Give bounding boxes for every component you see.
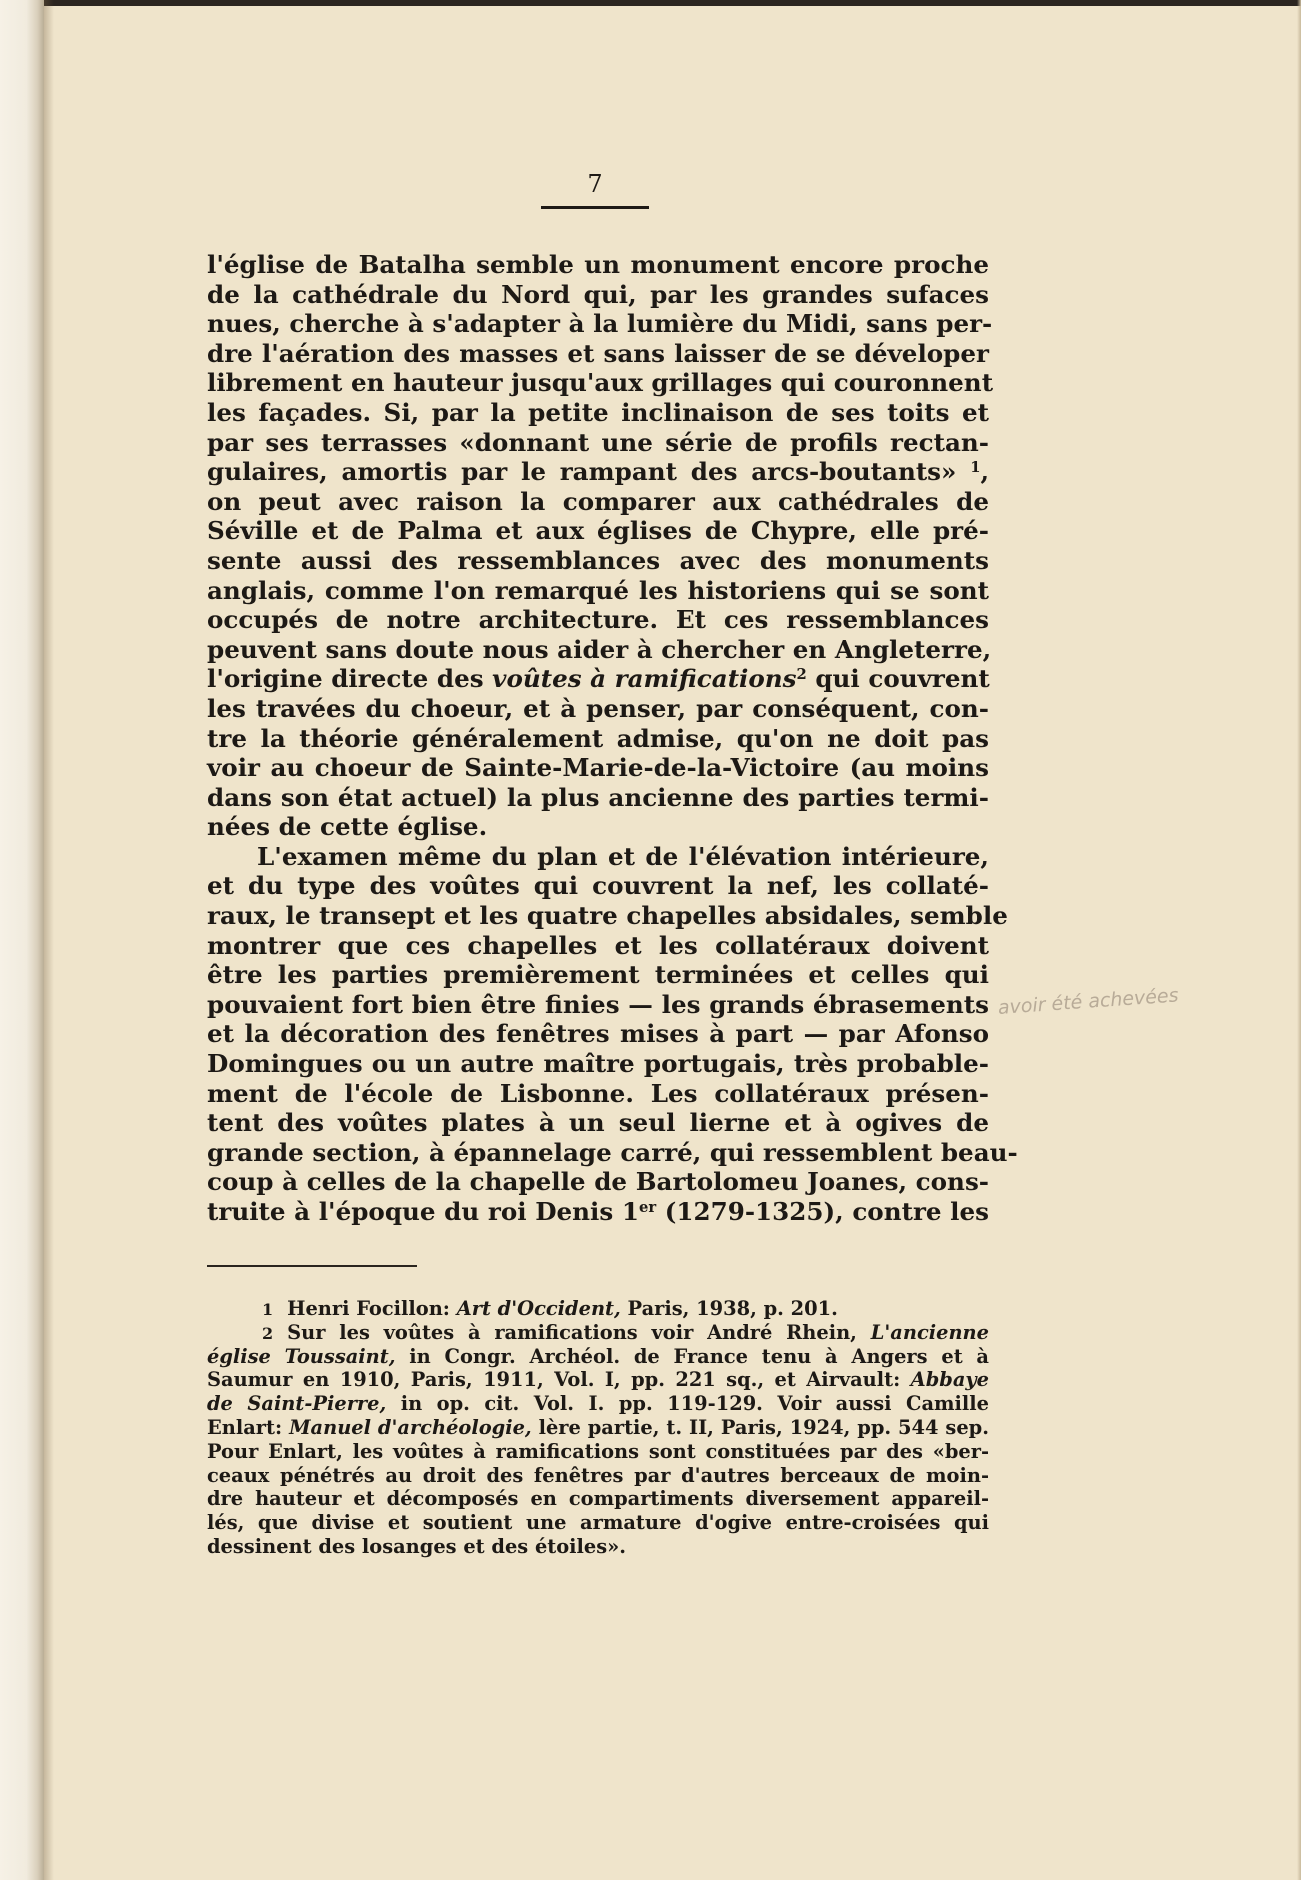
- text-segment: (1279-1325), contre les: [664, 1197, 990, 1226]
- text-segment: gulaires, amortis par le rampant des arcs-boutants»: [207, 457, 957, 487]
- page-number: 7: [587, 170, 603, 198]
- text-line: on peut avec raison la comparer aux cathédrales de: [207, 486, 989, 516]
- text-line: dre l'aération des masses et sans laisser de se déveloper: [207, 338, 989, 368]
- italic-title: L'ancienne: [870, 1320, 989, 1344]
- footnote-number: 1: [262, 1300, 274, 1319]
- text-segment: in op. cit. Vol. I. pp. 119-129. Voir aussi Camille: [386, 1392, 989, 1416]
- italic-title: Manuel d'archéologie,: [289, 1415, 532, 1439]
- text-line: sente aussi des ressemblances avec des monuments: [207, 545, 989, 575]
- text-line: [207, 457, 989, 487]
- footnotes: [207, 1297, 989, 1559]
- text-line: Domingues ou un autre maître portugais, très probable-: [207, 1049, 989, 1079]
- footnote-ref-2: 2: [796, 666, 807, 684]
- binding-spine: [0, 0, 44, 1880]
- body-text: [207, 250, 1018, 1227]
- top-edge: [0, 0, 1301, 6]
- footnote-2-line: [207, 1416, 989, 1440]
- text-line: nées de cette église.: [207, 812, 488, 842]
- text-line: nues, cherche à s'adapter à la lumière du Midi, sans per-: [207, 309, 993, 339]
- gutter-shadow: [44, 0, 54, 1880]
- text-line: les façades. Si, par la petite inclinaison de ses toits et: [207, 397, 989, 427]
- text-segment: ,: [980, 457, 990, 487]
- text-line: de la cathédrale du Nord qui, par les grandes sufaces: [207, 279, 989, 309]
- text-line: peuvent sans doute nous aider à chercher en Angleterre,: [207, 634, 992, 664]
- text-line: être les parties premièrement terminées et celles qui: [207, 960, 989, 990]
- footnote-2-line: [207, 1345, 989, 1369]
- text-line: Séville et de Palma et aux églises de Chypre, elle pré-: [207, 516, 989, 546]
- text-line: et du type des voûtes qui couvrent la nef, les collaté-: [207, 871, 989, 901]
- text-segment: Henri Focillon:: [287, 1297, 457, 1320]
- text-line: pouvaient fort bien être finies — les grands ébrasements: [207, 989, 989, 1019]
- footnote-number: 2: [262, 1323, 274, 1343]
- text-segment: Sur les voûtes à ramifications voir André Rhein,: [287, 1320, 871, 1344]
- footnote-2-line: lés, que divise et soutient une armature d'ogive entre-croisées qui: [207, 1511, 989, 1535]
- italic-title: Abbaye: [910, 1368, 989, 1392]
- footnote-rule: [207, 1265, 417, 1267]
- text-segment: in Congr. Archéol. de France tenu à Angers et à: [395, 1344, 989, 1368]
- text-segment: qui couvrent: [815, 664, 990, 694]
- footnote-2-line: [207, 1392, 989, 1416]
- footnote-2-line: dessinent des losanges et des étoiles».: [207, 1534, 627, 1558]
- italic-title: église Toussaint,: [207, 1344, 396, 1368]
- text-line: les travées du choeur, et à penser, par conséquent, con-: [207, 693, 989, 723]
- footnote-ref-1: 1: [970, 459, 981, 477]
- text-segment: lère partie, t. II, Paris, 1924, pp. 544 sep.: [531, 1415, 989, 1439]
- page-number-rule: [541, 206, 649, 209]
- text-line: tent des voûtes plates à un seul lierne et à ogives de: [207, 1108, 989, 1138]
- handwritten-annotation: avoir été achevées: [997, 984, 1180, 1019]
- italic-title: Art d'Occident,: [456, 1297, 621, 1320]
- text-line: par ses terrasses «donnant une série de profils rectan-: [207, 427, 989, 457]
- text-segment: l'origine directe des: [207, 664, 484, 694]
- italic-term: voûtes à ramifications: [492, 664, 797, 694]
- italic-title: de Saint-Pierre,: [207, 1392, 387, 1416]
- text-segment: Saumur en 1910, Paris, 1911, Vol. I, pp. 221 sq., et Airvault:: [207, 1368, 911, 1392]
- footnote-2-line: dre hauteur et décomposés en compartiments diversement appareil-: [207, 1487, 989, 1511]
- footnote-2-line: ceaux pénétrés au droit des fenêtres par d'autres berceaux de moin-: [207, 1463, 989, 1487]
- text-line: raux, le transept et les quatre chapelles absidales, semble: [207, 901, 1008, 931]
- footnote-2-line: [207, 1321, 989, 1345]
- text-line: grande section, à épannelage carré, qui ressemblent beau-: [207, 1137, 1018, 1167]
- text-line: et la décoration des fenêtres mises à part — par Afonso: [207, 1019, 989, 1049]
- superscript: er: [638, 1198, 657, 1216]
- footnote-2-line: Pour Enlart, les voûtes à ramifications sont constituées par des «ber-: [207, 1439, 989, 1463]
- text-line: dans son état actuel) la plus ancienne des parties termi-: [207, 782, 989, 812]
- text-line: L'examen même du plan et de l'élévation intérieure,: [257, 841, 989, 871]
- text-segment: truite à l'époque du roi Denis 1: [207, 1197, 639, 1226]
- text-segment: Enlart:: [207, 1415, 290, 1439]
- text-line: [207, 664, 989, 694]
- page-edge: [1297, 0, 1301, 1880]
- text-line: [207, 1197, 989, 1227]
- text-line: tre la théorie généralement admise, qu'on ne doit pas: [207, 723, 989, 753]
- text-line: voir au choeur de Sainte-Marie-de-la-Victoire (au moins: [207, 753, 989, 783]
- text-line: anglais, comme l'on remarqué les historiens qui se sont: [207, 575, 989, 605]
- text-line: librement en hauteur jusqu'aux grillages qui couronnent: [207, 368, 994, 398]
- text-segment: Paris, 1938, p. 201.: [620, 1297, 838, 1320]
- text-line: coup à celles de la chapelle de Bartolomeu Joanes, cons-: [207, 1167, 989, 1197]
- footnote-1: [207, 1297, 989, 1321]
- text-line: montrer que ces chapelles et les collatéraux doivent: [207, 930, 989, 960]
- text-line: occupés de notre architecture. Et ces ressemblances: [207, 605, 989, 635]
- footnote-2-line: [207, 1368, 989, 1392]
- text-line: l'église de Batalha semble un monument encore proche: [207, 250, 989, 279]
- text-line: ment de l'école de Lisbonne. Les collatéraux présen-: [207, 1078, 989, 1108]
